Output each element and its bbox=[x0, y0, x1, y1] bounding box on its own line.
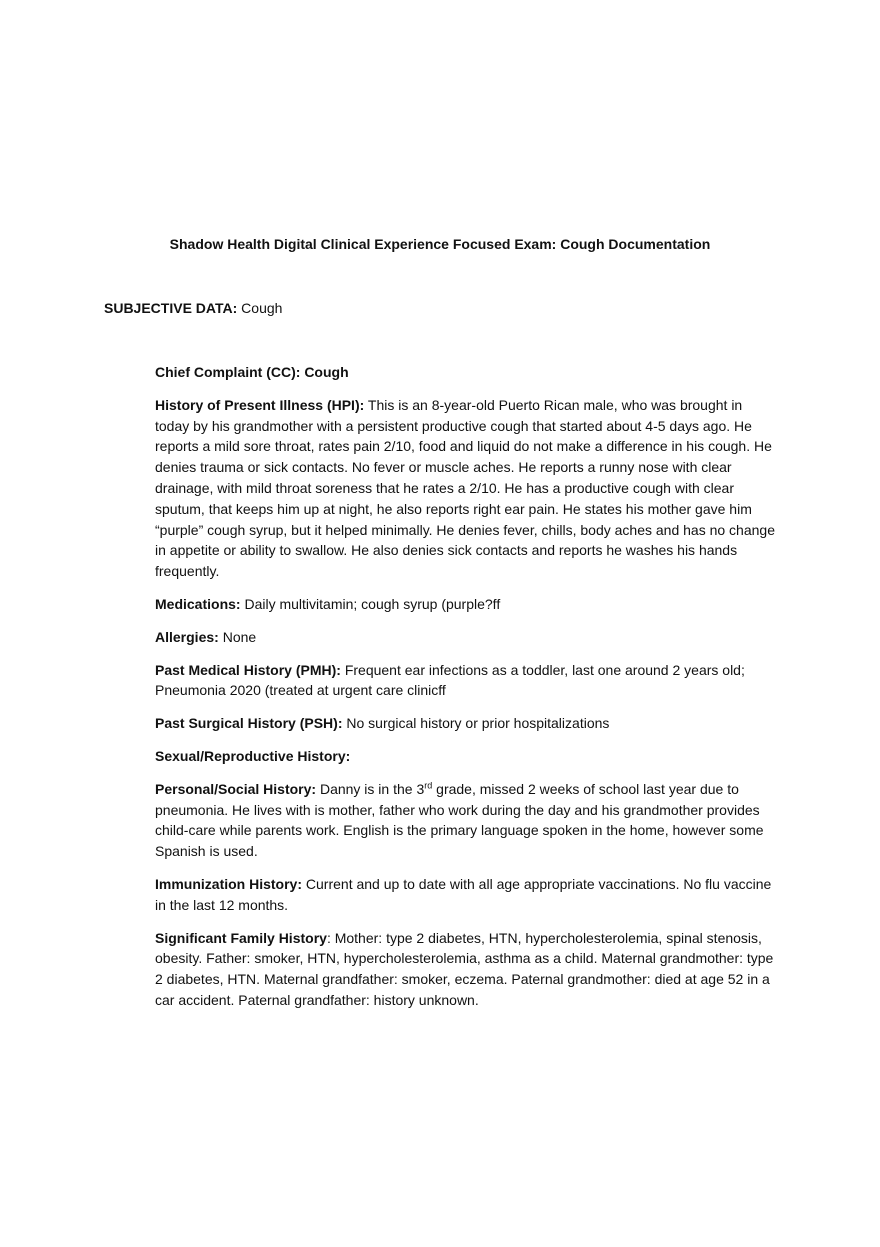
allergies-section bbox=[155, 627, 775, 648]
hpi-text: This is an 8-year-old Puerto Rican male, who was brought in today by his grandmother with a persistent productive cough that started about 4-5 days ago. He reports a mild sore throat, rates pain 2/10, food and liquid do not make a difference in his cough. He denies trauma or sick contacts. No fever or muscle aches. He reports a runny nose with clear drainage, with mild throat soreness that he rates a 2/10. He has a productive cough with clear sputum, that keeps him up at night, he also reports right ear pain. He states his mother gave him “purple” cough syrup, but it helped minimally. He denies fever, chills, body aches and has no change in appetite or ability to swallow. He also denies sick contacts and reports he washes his hands frequently. bbox=[155, 396, 775, 580]
hpi-section bbox=[155, 395, 775, 582]
psh-text: No surgical history or prior hospitalizations bbox=[346, 715, 610, 732]
subjective-data-value: Cough bbox=[241, 300, 283, 316]
social-history-text-rest: grade, missed 2 weeks of school last year due to pneumonia. He lives with is mother, father who work during the day and his grandmother provides child-care while parents work. English is the primary language spoken in the home, however some Spanish is used. bbox=[155, 780, 764, 860]
subjective-content bbox=[155, 362, 775, 1023]
medications-label: Medications: bbox=[155, 595, 241, 612]
document-title: Shadow Health Digital Clinical Experience Focused Exam: Cough Documentation bbox=[169, 236, 711, 252]
pmh-text: Frequent ear infections as a toddler, last one around 2 years old; Pneumonia 2020 (treated at urgent care clinicff bbox=[155, 661, 745, 699]
pmh-section bbox=[155, 660, 775, 702]
allergies-label: Allergies: bbox=[155, 628, 219, 645]
chief-complaint-label: Chief Complaint (CC): Cough bbox=[155, 364, 349, 380]
family-history-section bbox=[155, 928, 775, 1011]
subjective-data-label: SUBJECTIVE DATA: bbox=[104, 300, 238, 316]
family-history-text: : Mother: type 2 diabetes, HTN, hypercholesterolemia, spinal stenosis, obesity. Father: smoker, HTN, hypercholesterolemia, asthma as a child. Maternal grandmother: type 2 diabetes, HTN. Maternal grandfather: smoker, eczema. Paternal grandmother: died at age 52 in a car accident. Paternal grandfather: history unknown. bbox=[155, 929, 774, 1008]
medications-text: Daily multivitamin; cough syrup (purple?ff bbox=[244, 595, 501, 612]
hpi-label: History of Present Illness (HPI): bbox=[155, 396, 365, 413]
social-history-text-start: Danny is in the 3 bbox=[319, 780, 425, 797]
pmh-label: Past Medical History (PMH): bbox=[155, 661, 341, 678]
ordinal-suffix: rd bbox=[424, 780, 433, 791]
social-history-section bbox=[155, 779, 775, 862]
allergies-text: None bbox=[222, 628, 257, 645]
medications-section bbox=[155, 594, 775, 615]
immunization-text: Current and up to date with all age appropriate vaccinations. No flu vaccine in the last 12 months. bbox=[155, 875, 772, 913]
social-history-label: Personal/Social History: bbox=[155, 780, 317, 797]
sexual-history-section bbox=[155, 746, 775, 767]
immunization-section bbox=[155, 874, 775, 916]
sexual-history-label: Sexual/Reproductive History: bbox=[155, 747, 351, 764]
immunization-label: Immunization History: bbox=[155, 875, 303, 892]
psh-section bbox=[155, 713, 775, 734]
psh-label: Past Surgical History (PSH): bbox=[155, 715, 343, 732]
family-history-label: Significant Family History bbox=[155, 929, 327, 946]
subjective-data-heading bbox=[104, 298, 282, 318]
chief-complaint bbox=[155, 362, 775, 383]
